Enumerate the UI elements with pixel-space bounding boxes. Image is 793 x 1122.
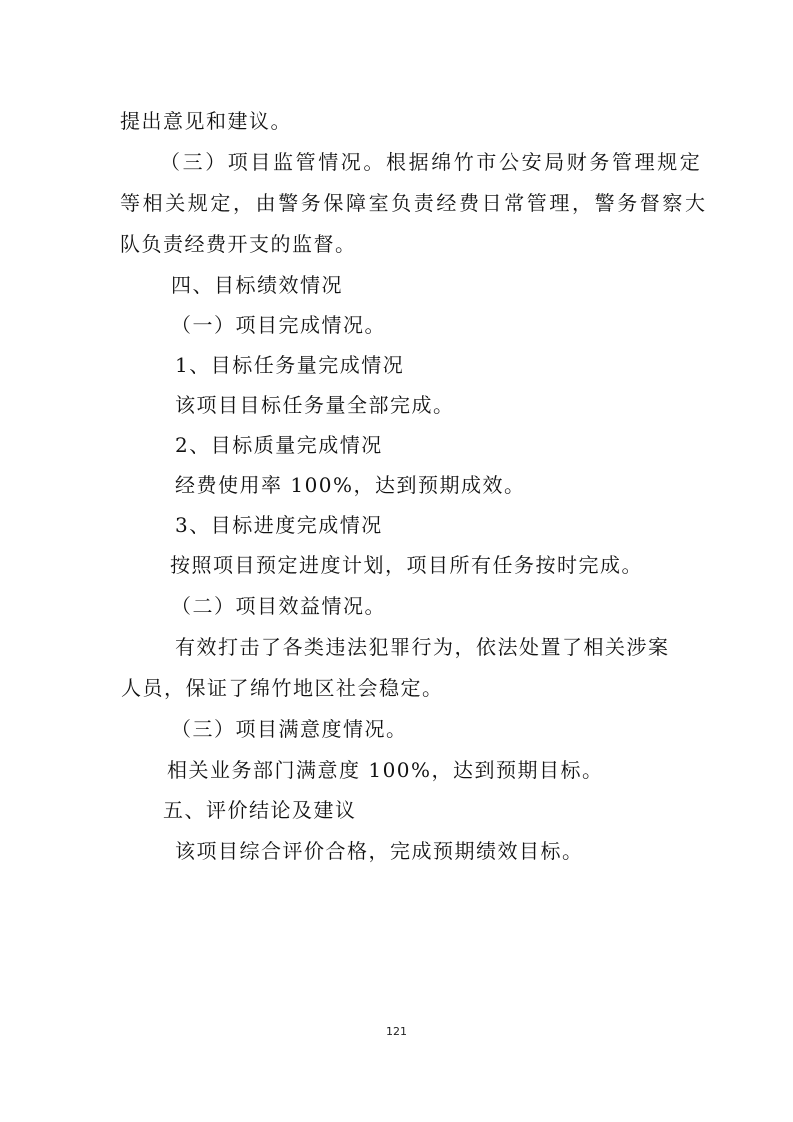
subsection-heading: （二）项目效益情况。: [171, 594, 386, 618]
paragraph-line: 相关业务部门满意度 100%，达到预期目标。: [167, 758, 604, 782]
page-number: 121: [386, 1025, 407, 1038]
paragraph-line: 经费使用率 100%，达到预期成效。: [175, 473, 526, 497]
paragraph-line: 提出意见和建议。: [120, 109, 292, 133]
section-heading: 四、目标绩效情况: [171, 273, 343, 297]
item-heading: 3、目标进度完成情况: [175, 513, 383, 537]
paragraph-line: 有效打击了各类违法犯罪行为，依法处置了相关涉案: [175, 635, 670, 659]
paragraph-line: 等相关规定，由警务保障室负责经费日常管理，警务督察大: [120, 191, 708, 215]
item-heading: 2、目标质量完成情况: [175, 433, 383, 457]
item-heading: 1、目标任务量完成情况: [175, 353, 405, 377]
paragraph-line: （三）项目监管情况。根据绵竹市公安局财务管理规定: [160, 150, 703, 174]
subsection-heading: （一）项目完成情况。: [171, 313, 386, 337]
paragraph-line: 该项目目标任务量全部完成。: [175, 393, 455, 417]
paragraph-line: 按照项目预定进度计划，项目所有任务按时完成。: [170, 553, 643, 577]
paragraph-line: 人员，保证了绵竹地区社会稳定。: [121, 676, 444, 700]
paragraph-line: 队负责经费开支的监督。: [120, 232, 357, 256]
section-heading: 五、评价结论及建议: [163, 798, 357, 822]
subsection-heading: （三）项目满意度情况。: [171, 717, 408, 741]
paragraph-line: 该项目综合评价合格，完成预期绩效目标。: [175, 839, 584, 863]
